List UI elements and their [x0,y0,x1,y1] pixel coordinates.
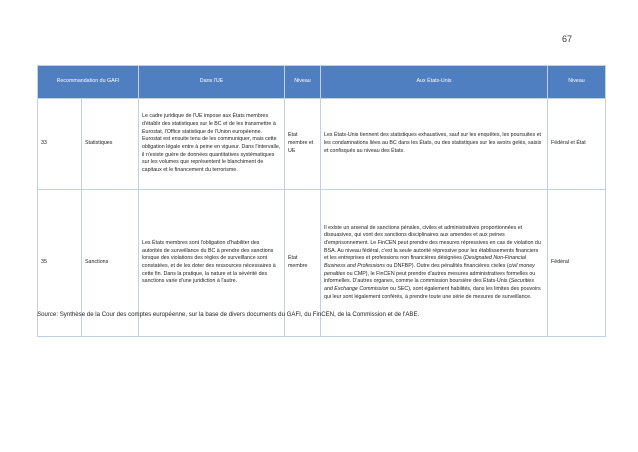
usa-text-part: Il existe un arsenal de sanctions pénales, civiles et administratives proportionnées et dissuasives, qui vont des sanctions disciplinaires aux amendes et aux peines d'emprisonnement. Le FinCEN peut prendre des mesures répressives en cas de violation du BSA. Au niveau fédéral, c'est la seule autorité répressive pour les établissements financiers et les entreprises et professions non financières désignées ( [324,224,541,262]
header-niveau-usa: Niveau [548,66,606,99]
recommendation-topic: Statistiques [82,99,139,190]
usa-level: Fédéral [548,190,606,337]
table-header-row [38,66,606,99]
header-niveau-ue: Niveau [285,66,321,99]
table-row [38,99,606,190]
recommendation-number: 33 [38,99,82,190]
header-recommendation: Recommandation du GAFI [38,66,139,99]
source-note [37,311,419,318]
usa-description: Les États-Unis tiennent des statistiques exhaustives, sauf sur les enquêtes, les poursuites et les condamnations liées au BC dans les États, ou des statistiques sur les avoirs gelés, saisis et confisqués au niveau des États. [321,99,548,190]
usa-text-part: ou CMP), le FinCEN peut prendre d'autres mesures administratives formelles ou informelles. D'autres organes, comme la commission boursière des États-Unis ( [324,270,536,285]
ue-description: Le cadre juridique de l'UE impose aux États membres d'établir des statistiques sur le BC et de les transmettre à Eurostat, l'Office statistique de l'Union européenne. Eurostat est ensuite tenu de les communiquer, mais cette obligation légale entre à peine en vigueur. Dans l'intervalle, il n'existe guère de données quantitatives systématiques sur les volumes que représentent le blanchiment de capitaux et le financement du terrorisme. [139,99,285,190]
comparison-table [37,65,606,337]
header-ue: Dans l'UE [139,66,285,99]
usa-level: Fédéral et État [548,99,606,190]
ue-level: État membre [285,190,321,337]
usa-text-part: ou SEC), sont également habilités, dans les limites des pouvoirs qui leur sont légalement conférés, à prendre toute une série de mesures de surveillance. [324,286,541,300]
ue-description: Les États membres sont l'obligation d'habiliter des autorités de surveillance du BC à prendre des sanctions lorsque des violations des règles de surveillance sont constatées, et de les doter des ressources nécessaires à cette fin. Dans la pratique, la nature et la sévérité des sanctions varie d'une juridiction à l'autre. [139,190,285,337]
usa-text-part: ou DNFBP). Outre des pénalités financières civiles ( [384,263,509,269]
source-text: : Synthèse de la Cour des comptes européenne, sur la base de divers documents du GAFI, du FinCEN, de la Commission et de l'ABE. [56,311,420,318]
usa-text-sec: Securities and Exchange Commission [324,278,535,293]
source-label: Source [37,311,57,318]
recommendation-number: 35 [38,190,82,337]
recommendation-topic: Sanctions [82,190,139,337]
page-number: 67 [561,34,572,44]
header-usa: Aux États-Unis [321,66,548,99]
usa-text-cmp: civil money penalties [324,263,535,277]
usa-text-dnfbp: Designated Non-Financial Business and Professions [324,255,526,269]
ue-level: État membre et UE [285,99,321,190]
